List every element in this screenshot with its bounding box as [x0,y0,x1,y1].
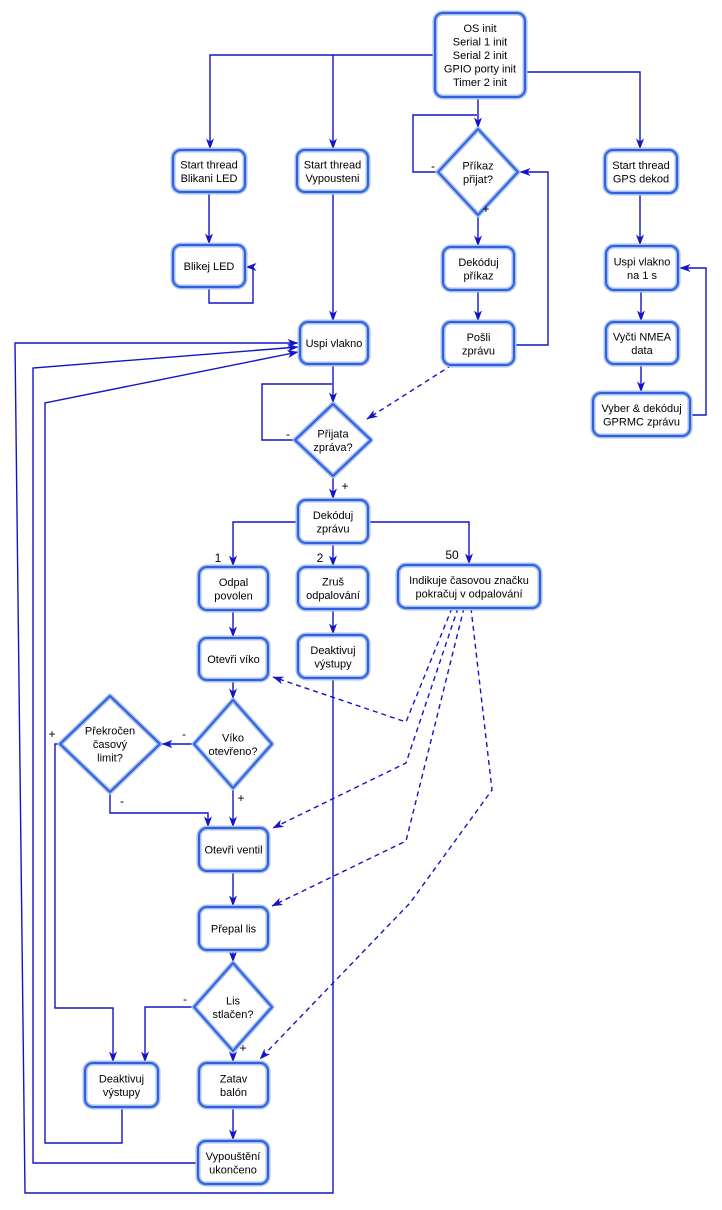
edge-branch-1-odpal [233,522,298,566]
label-lis-plus: + [239,1041,247,1055]
label-prekrocen-plus: + [48,727,56,741]
node-deaktivuj-vystupy-1 [298,635,368,678]
edge-os-to-blikani [210,55,435,149]
edge-deaktivuj1-return-uspi [15,343,333,1193]
node-label-blikej-led: Blikej LED [183,261,235,273]
node-label-dekoduj-prikaz: Dekóduj příkaz [458,256,499,283]
node-indikuje-znacku [398,565,540,608]
node-label-vyber-gprmc: Vyber & dekóduj GPRMC zprávu [601,402,682,429]
node-label-os-init: OS init Serial 1 init Serial 2 init GPIO porty init Timer 2 init [443,23,517,89]
node-label-otevri-viko: Otevři víko [207,654,260,666]
node-label-prijata-zprava: Přijata zpráva? [313,428,353,454]
node-deaktivuj-vystupy-2 [85,1063,158,1107]
label-prikaz-plus: + [482,202,490,216]
label-branch-1: 1 [214,551,222,565]
node-label-deaktivuj-vystupy-1: Deaktivuj výstupy [310,644,356,671]
edge-prekrocen-minus-to-ventil [110,792,208,827]
node-zatav-balon [199,1063,268,1107]
node-otevri-viko [199,638,268,680]
label-prekrocen-minus: - [120,794,124,808]
node-prikaz-prijat [438,129,518,215]
label-prijata-minus: - [286,427,290,441]
node-label-zatav-balon: Zatav balón [219,1073,248,1099]
node-label-lis-stlacen: Lis stlačen? [212,995,254,1021]
node-label-posli-zpravu: Pošli zprávu [461,331,496,358]
node-label-prikaz-prijat: Příkaz přijat? [462,160,494,186]
label-prijata-plus: + [341,479,349,493]
node-os-init [435,13,525,97]
node-otevri-ventil [199,828,268,871]
node-viko-otevreno [194,700,272,788]
node-posli-zpravu [443,322,514,365]
edge-posli-to-prijata-dashed [367,365,452,419]
node-label-dekoduj-zpravu: Dekóduj zprávu [312,509,354,536]
label-viko-plus: + [237,791,245,805]
edge-indikuje-to-zatav-dashed [260,608,492,1059]
node-label-uspi-vlakno: Uspi vlakno [305,338,363,350]
node-label-odpal-povolen: Odpal povolen [214,576,253,603]
label-branch-50: 50 [445,548,459,562]
node-zrus-odpalovani [298,567,368,609]
node-blikej-led [173,245,245,287]
node-lis-stlacen [194,963,272,1051]
node-prekrocen-limit [60,696,160,792]
node-label-vycti-nmea: Vyčti NMEA data [612,331,672,357]
edge-posli-to-prikaz [514,172,548,345]
node-label-zrus-odpalovani: Zruš odpalování [306,576,360,602]
node-vyber-gprmc [593,393,690,436]
label-prikaz-minus: - [431,159,435,173]
node-label-start-thread-vypousteni: Start thread Vypousteni [303,159,362,185]
node-prepal-lis [199,907,268,950]
node-label-start-thread-gps: Start thread GPS dekod [612,159,670,186]
node-start-thread-gps [605,150,677,193]
node-prijata-zprava [295,404,371,476]
node-uspi-vlakno-1s [606,246,678,290]
edge-lis-minus-to-deaktivuj2 [145,1007,194,1062]
node-start-thread-vypousteni [297,150,368,192]
node-odpal-povolen [199,567,268,610]
node-dekoduj-prikaz [443,247,514,290]
node-label-prepal-lis: Přepal lis [210,923,257,936]
node-label-deaktivuj-vystupy-2: Deaktivuj výstupy [98,1073,145,1099]
edge-prekrocen-plus-to-deaktivuj2 [55,744,113,1062]
node-vypousteni-ukonceno [198,1141,268,1184]
node-label-otevri-ventil: Otevři ventil [204,844,263,857]
label-lis-minus: - [183,992,187,1006]
node-label-prekrocen-limit: Překročen časový limit? [84,725,136,765]
node-label-vypousteni-ukonceno: Vypouštění ukončeno [205,1150,261,1177]
node-label-start-thread-blikani: Start thread Blikani LED [180,159,238,185]
node-label-uspi-vlakno-1s: Uspi vlakno na 1 s [613,256,671,282]
label-branch-2: 2 [316,551,324,565]
node-label-indikuje-znacku: Indikuje časovou značku pokračuj v odpalování [409,574,529,601]
node-uspi-vlakno [300,322,368,364]
node-vycti-nmea [606,322,678,364]
node-start-thread-blikani [173,150,245,192]
label-viko-minus: - [182,727,186,741]
node-label-viko-otevreno: Víko otevřeno? [208,732,258,758]
node-dekoduj-zpravu [298,500,368,543]
edge-os-to-gps [525,72,640,149]
